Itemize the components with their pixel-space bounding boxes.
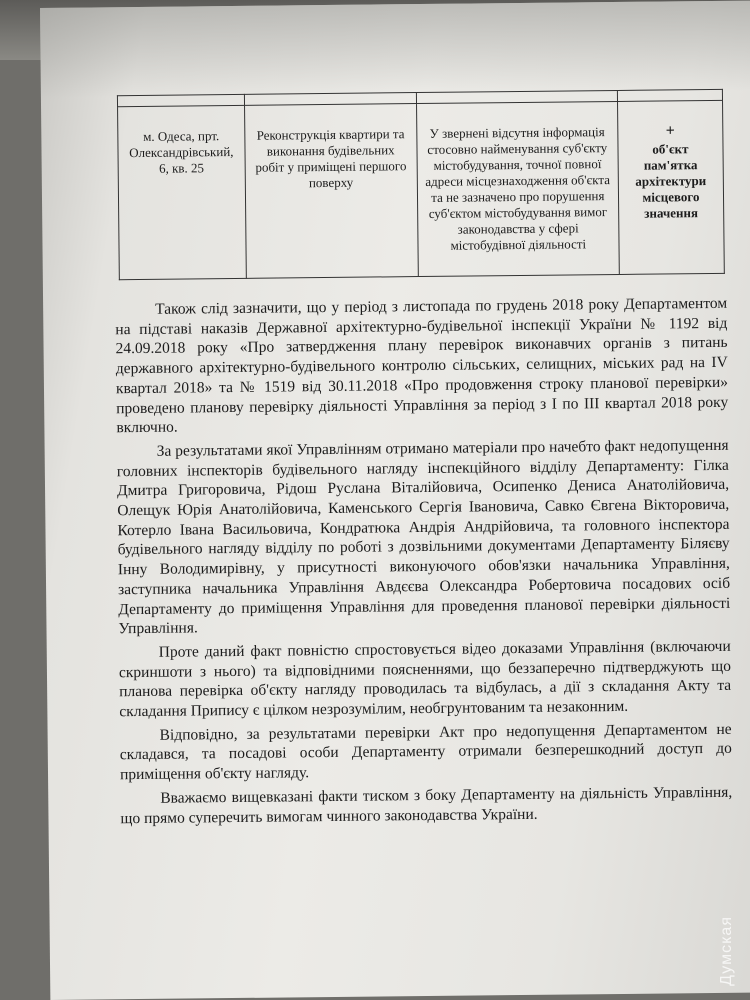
mark-sign: + <box>665 122 675 140</box>
paragraph-3: Проте даний факт повністю спростовується відео доказами Управління (включаючи скриншоти з нього) та відповідними поясненнями, що беззаперечно підтверджують що планова перевірка об'єкту нагляду проводилась та відбулась, а дії з складання Акту та складання Припису є цілком незрозумілим, необгрунтованим та незаконним. <box>118 637 732 721</box>
remark-cell: У звернені відсутня інформація стосовно найменування суб'єкту містобудування, точної повної адреси місцезнаходження об'єкта та не зазначено про порушення суб'єктом містобудування вимог законодавства у сфері містобудівної діяльності <box>416 101 619 276</box>
paragraph-5: Вважаємо вищевказані факти тиском з боку Департаменту на діяльність Управління, що прямо суперечить вимогам чинного законодавства України. <box>120 783 733 827</box>
document-sheet <box>40 1 750 1000</box>
letter-body <box>115 294 732 829</box>
paragraph-2: За результатами якої Управлінням отримано матеріали про начебто факт недопущення головних інспекторів будівельного нагляду інспекційного відділу Департаменту: Гілка Дмитра Григоровича, Рідош Руслана Віталійовича, Осипенко Дениса Анатолійовича, Олещук Юрія Анатолійовича, Каменського Сергія Івановича, Савко Євгена Вікторовича, Котерло Івана Васильовича, Кондратюка Андрія Андрійовича, та головного інспектора будівельного нагляду відділу по роботі з дозвільними документами Департаменту Біляєву Інну Володимирівну, у присутності виконуючого обов'язки начальника Управління, заступника начальника Управління Авдєєва Олександра Робертовича посадових осіб Департаменту до приміщення Управління для проведення планової перевірки діяльності Управління. <box>116 436 731 638</box>
status-text: об'єкт пам'ятка архітектури місцевого значення <box>635 141 707 221</box>
table-row <box>118 100 725 279</box>
status-cell <box>617 100 724 274</box>
objects-table <box>117 89 725 280</box>
paragraph-4: Відповідно, за результатами перевірки Акт про недопущення Департаментом не складався, та посадові особи Департаменту отримали безперешкодний доступ до приміщення об'єкту нагляду. <box>119 720 732 784</box>
work-cell: Реконструкція квартири та виконання будівельних робіт у приміщені першого поверху <box>244 104 418 279</box>
address-cell: м. Одеса, прт. Олександрівський, 6, кв. 25 <box>118 105 247 279</box>
document-content <box>105 89 750 833</box>
paragraph-1: Також слід зазначити, що у період з листопада по грудень 2018 року Департаментом на підставі наказів Державної архітектурно-будівельної інспекції України № 1192 від 24.09.2018 року «Про затвердження плану перевірок виконавчих органів з питань державного архітектурно-будівельного контролю сільських, селищних, міських рад на IV квартал 2018» та № 1519 від 30.11.2018 «Про продовження строку планової перевірки» проведено планову перевірку діяльності Управління за період з I по III квартал 2018 року включно. <box>115 294 729 437</box>
watermark: Думская <box>718 916 735 986</box>
